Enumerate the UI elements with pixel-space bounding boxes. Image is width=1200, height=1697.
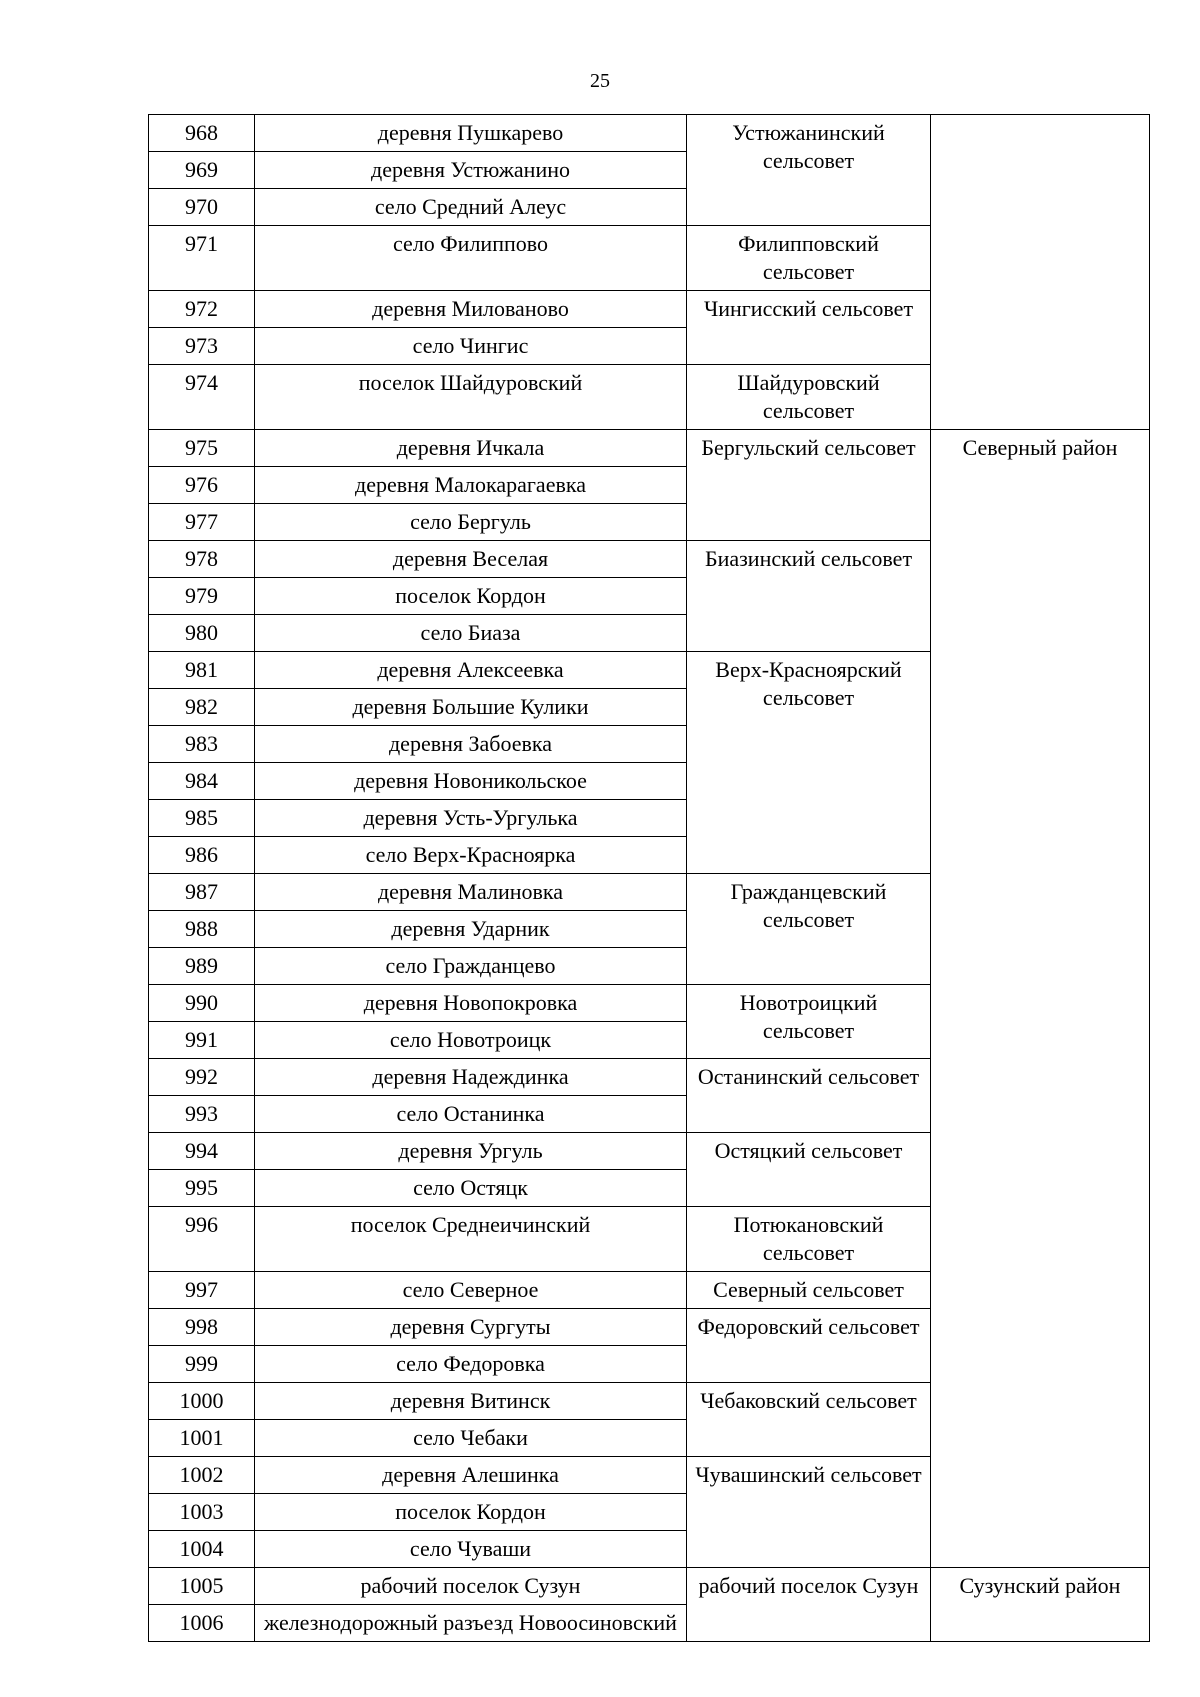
row-number-cell: 981 xyxy=(149,652,255,689)
row-number-cell: 991 xyxy=(149,1022,255,1059)
settlement-name-cell: село Биаза xyxy=(255,615,687,652)
row-number-cell: 986 xyxy=(149,837,255,874)
settlement-name-cell: деревня Малокарагаевка xyxy=(255,467,687,504)
council-cell: Чебаковский сельсовет xyxy=(687,1383,931,1457)
settlement-name-cell: железнодорожный разъезд Новоосиновский xyxy=(255,1605,687,1642)
settlement-name-cell: деревня Ургуль xyxy=(255,1133,687,1170)
settlement-name-cell: село Верх-Красноярка xyxy=(255,837,687,874)
council-cell: Останинский сельсовет xyxy=(687,1059,931,1133)
row-number-cell: 980 xyxy=(149,615,255,652)
council-cell: Устюжанинский сельсовет xyxy=(687,115,931,226)
settlement-name-cell: деревня Большие Кулики xyxy=(255,689,687,726)
row-number-cell: 977 xyxy=(149,504,255,541)
settlement-name-cell: поселок Кордон xyxy=(255,1494,687,1531)
row-number-cell: 994 xyxy=(149,1133,255,1170)
row-number-cell: 987 xyxy=(149,874,255,911)
row-number-cell: 969 xyxy=(149,152,255,189)
settlement-name-cell: село Новотроицк xyxy=(255,1022,687,1059)
settlement-name-cell: деревня Новоникольское xyxy=(255,763,687,800)
row-number-cell: 998 xyxy=(149,1309,255,1346)
settlements-table-body xyxy=(149,115,1150,1642)
row-number-cell: 976 xyxy=(149,467,255,504)
settlement-name-cell: село Средний Алеус xyxy=(255,189,687,226)
row-number-cell: 974 xyxy=(149,365,255,430)
council-cell: Филипповский сельсовет xyxy=(687,226,931,291)
row-number-cell: 990 xyxy=(149,985,255,1022)
council-cell: Остяцкий сельсовет xyxy=(687,1133,931,1207)
row-number-cell: 1000 xyxy=(149,1383,255,1420)
row-number-cell: 1006 xyxy=(149,1605,255,1642)
settlement-name-cell: деревня Милованово xyxy=(255,291,687,328)
council-cell: Чингисский сельсовет xyxy=(687,291,931,365)
settlement-name-cell: деревня Усть-Ургулька xyxy=(255,800,687,837)
row-number-cell: 1003 xyxy=(149,1494,255,1531)
council-cell: рабочий поселок Сузун xyxy=(687,1568,931,1642)
row-number-cell: 975 xyxy=(149,430,255,467)
row-number-cell: 988 xyxy=(149,911,255,948)
settlement-name-cell: деревня Ударник xyxy=(255,911,687,948)
council-cell: Северный сельсовет xyxy=(687,1272,931,1309)
table-row xyxy=(149,430,1150,467)
settlement-name-cell: деревня Веселая xyxy=(255,541,687,578)
row-number-cell: 982 xyxy=(149,689,255,726)
settlement-name-cell: деревня Устюжанино xyxy=(255,152,687,189)
settlements-table xyxy=(148,114,1150,1642)
row-number-cell: 999 xyxy=(149,1346,255,1383)
settlement-name-cell: село Бергуль xyxy=(255,504,687,541)
settlement-name-cell: село Гражданцево xyxy=(255,948,687,985)
row-number-cell: 1005 xyxy=(149,1568,255,1605)
settlement-name-cell: село Чебаки xyxy=(255,1420,687,1457)
row-number-cell: 1002 xyxy=(149,1457,255,1494)
page-number: 25 xyxy=(590,70,610,92)
row-number-cell: 1004 xyxy=(149,1531,255,1568)
row-number-cell: 985 xyxy=(149,800,255,837)
council-cell: Биазинский сельсовет xyxy=(687,541,931,652)
row-number-cell: 970 xyxy=(149,189,255,226)
settlement-name-cell: село Чингис xyxy=(255,328,687,365)
settlement-name-cell: поселок Шайдуровский xyxy=(255,365,687,430)
settlement-name-cell: деревня Алексеевка xyxy=(255,652,687,689)
settlement-name-cell: деревня Витинск xyxy=(255,1383,687,1420)
settlement-name-cell: село Федоровка xyxy=(255,1346,687,1383)
council-cell: Новотроицкий сельсовет xyxy=(687,985,931,1059)
district-cell: Сузунский район xyxy=(931,1568,1150,1642)
settlement-name-cell: село Чуваши xyxy=(255,1531,687,1568)
settlement-name-cell: село Остяцк xyxy=(255,1170,687,1207)
council-cell: Бергульский сельсовет xyxy=(687,430,931,541)
row-number-cell: 979 xyxy=(149,578,255,615)
row-number-cell: 997 xyxy=(149,1272,255,1309)
row-number-cell: 978 xyxy=(149,541,255,578)
row-number-cell: 993 xyxy=(149,1096,255,1133)
council-cell: Потюкановский сельсовет xyxy=(687,1207,931,1272)
settlement-name-cell: деревня Малиновка xyxy=(255,874,687,911)
settlement-name-cell: деревня Надеждинка xyxy=(255,1059,687,1096)
settlement-name-cell: деревня Забоевка xyxy=(255,726,687,763)
settlement-name-cell: деревня Новопокровка xyxy=(255,985,687,1022)
district-cell xyxy=(931,115,1150,430)
council-cell: Чувашинский сельсовет xyxy=(687,1457,931,1568)
table-row xyxy=(149,115,1150,152)
row-number-cell: 996 xyxy=(149,1207,255,1272)
row-number-cell: 968 xyxy=(149,115,255,152)
settlement-name-cell: поселок Кордон xyxy=(255,578,687,615)
district-cell: Северный район xyxy=(931,430,1150,1568)
row-number-cell: 984 xyxy=(149,763,255,800)
settlement-name-cell: деревня Сургуты xyxy=(255,1309,687,1346)
settlement-name-cell: село Северное xyxy=(255,1272,687,1309)
settlement-name-cell: село Филиппово xyxy=(255,226,687,291)
settlement-name-cell: рабочий поселок Сузун xyxy=(255,1568,687,1605)
council-cell: Шайдуровский сельсовет xyxy=(687,365,931,430)
council-cell: Федоровский сельсовет xyxy=(687,1309,931,1383)
settlement-name-cell: деревня Пушкарево xyxy=(255,115,687,152)
row-number-cell: 973 xyxy=(149,328,255,365)
settlement-name-cell: деревня Ичкала xyxy=(255,430,687,467)
row-number-cell: 971 xyxy=(149,226,255,291)
settlement-name-cell: деревня Алешинка xyxy=(255,1457,687,1494)
row-number-cell: 983 xyxy=(149,726,255,763)
settlement-name-cell: село Останинка xyxy=(255,1096,687,1133)
row-number-cell: 995 xyxy=(149,1170,255,1207)
council-cell: Верх-Красноярский сельсовет xyxy=(687,652,931,874)
row-number-cell: 972 xyxy=(149,291,255,328)
settlement-name-cell: поселок Среднеичинский xyxy=(255,1207,687,1272)
row-number-cell: 1001 xyxy=(149,1420,255,1457)
table-row xyxy=(149,1568,1150,1605)
council-cell: Гражданцевский сельсовет xyxy=(687,874,931,985)
row-number-cell: 989 xyxy=(149,948,255,985)
row-number-cell: 992 xyxy=(149,1059,255,1096)
